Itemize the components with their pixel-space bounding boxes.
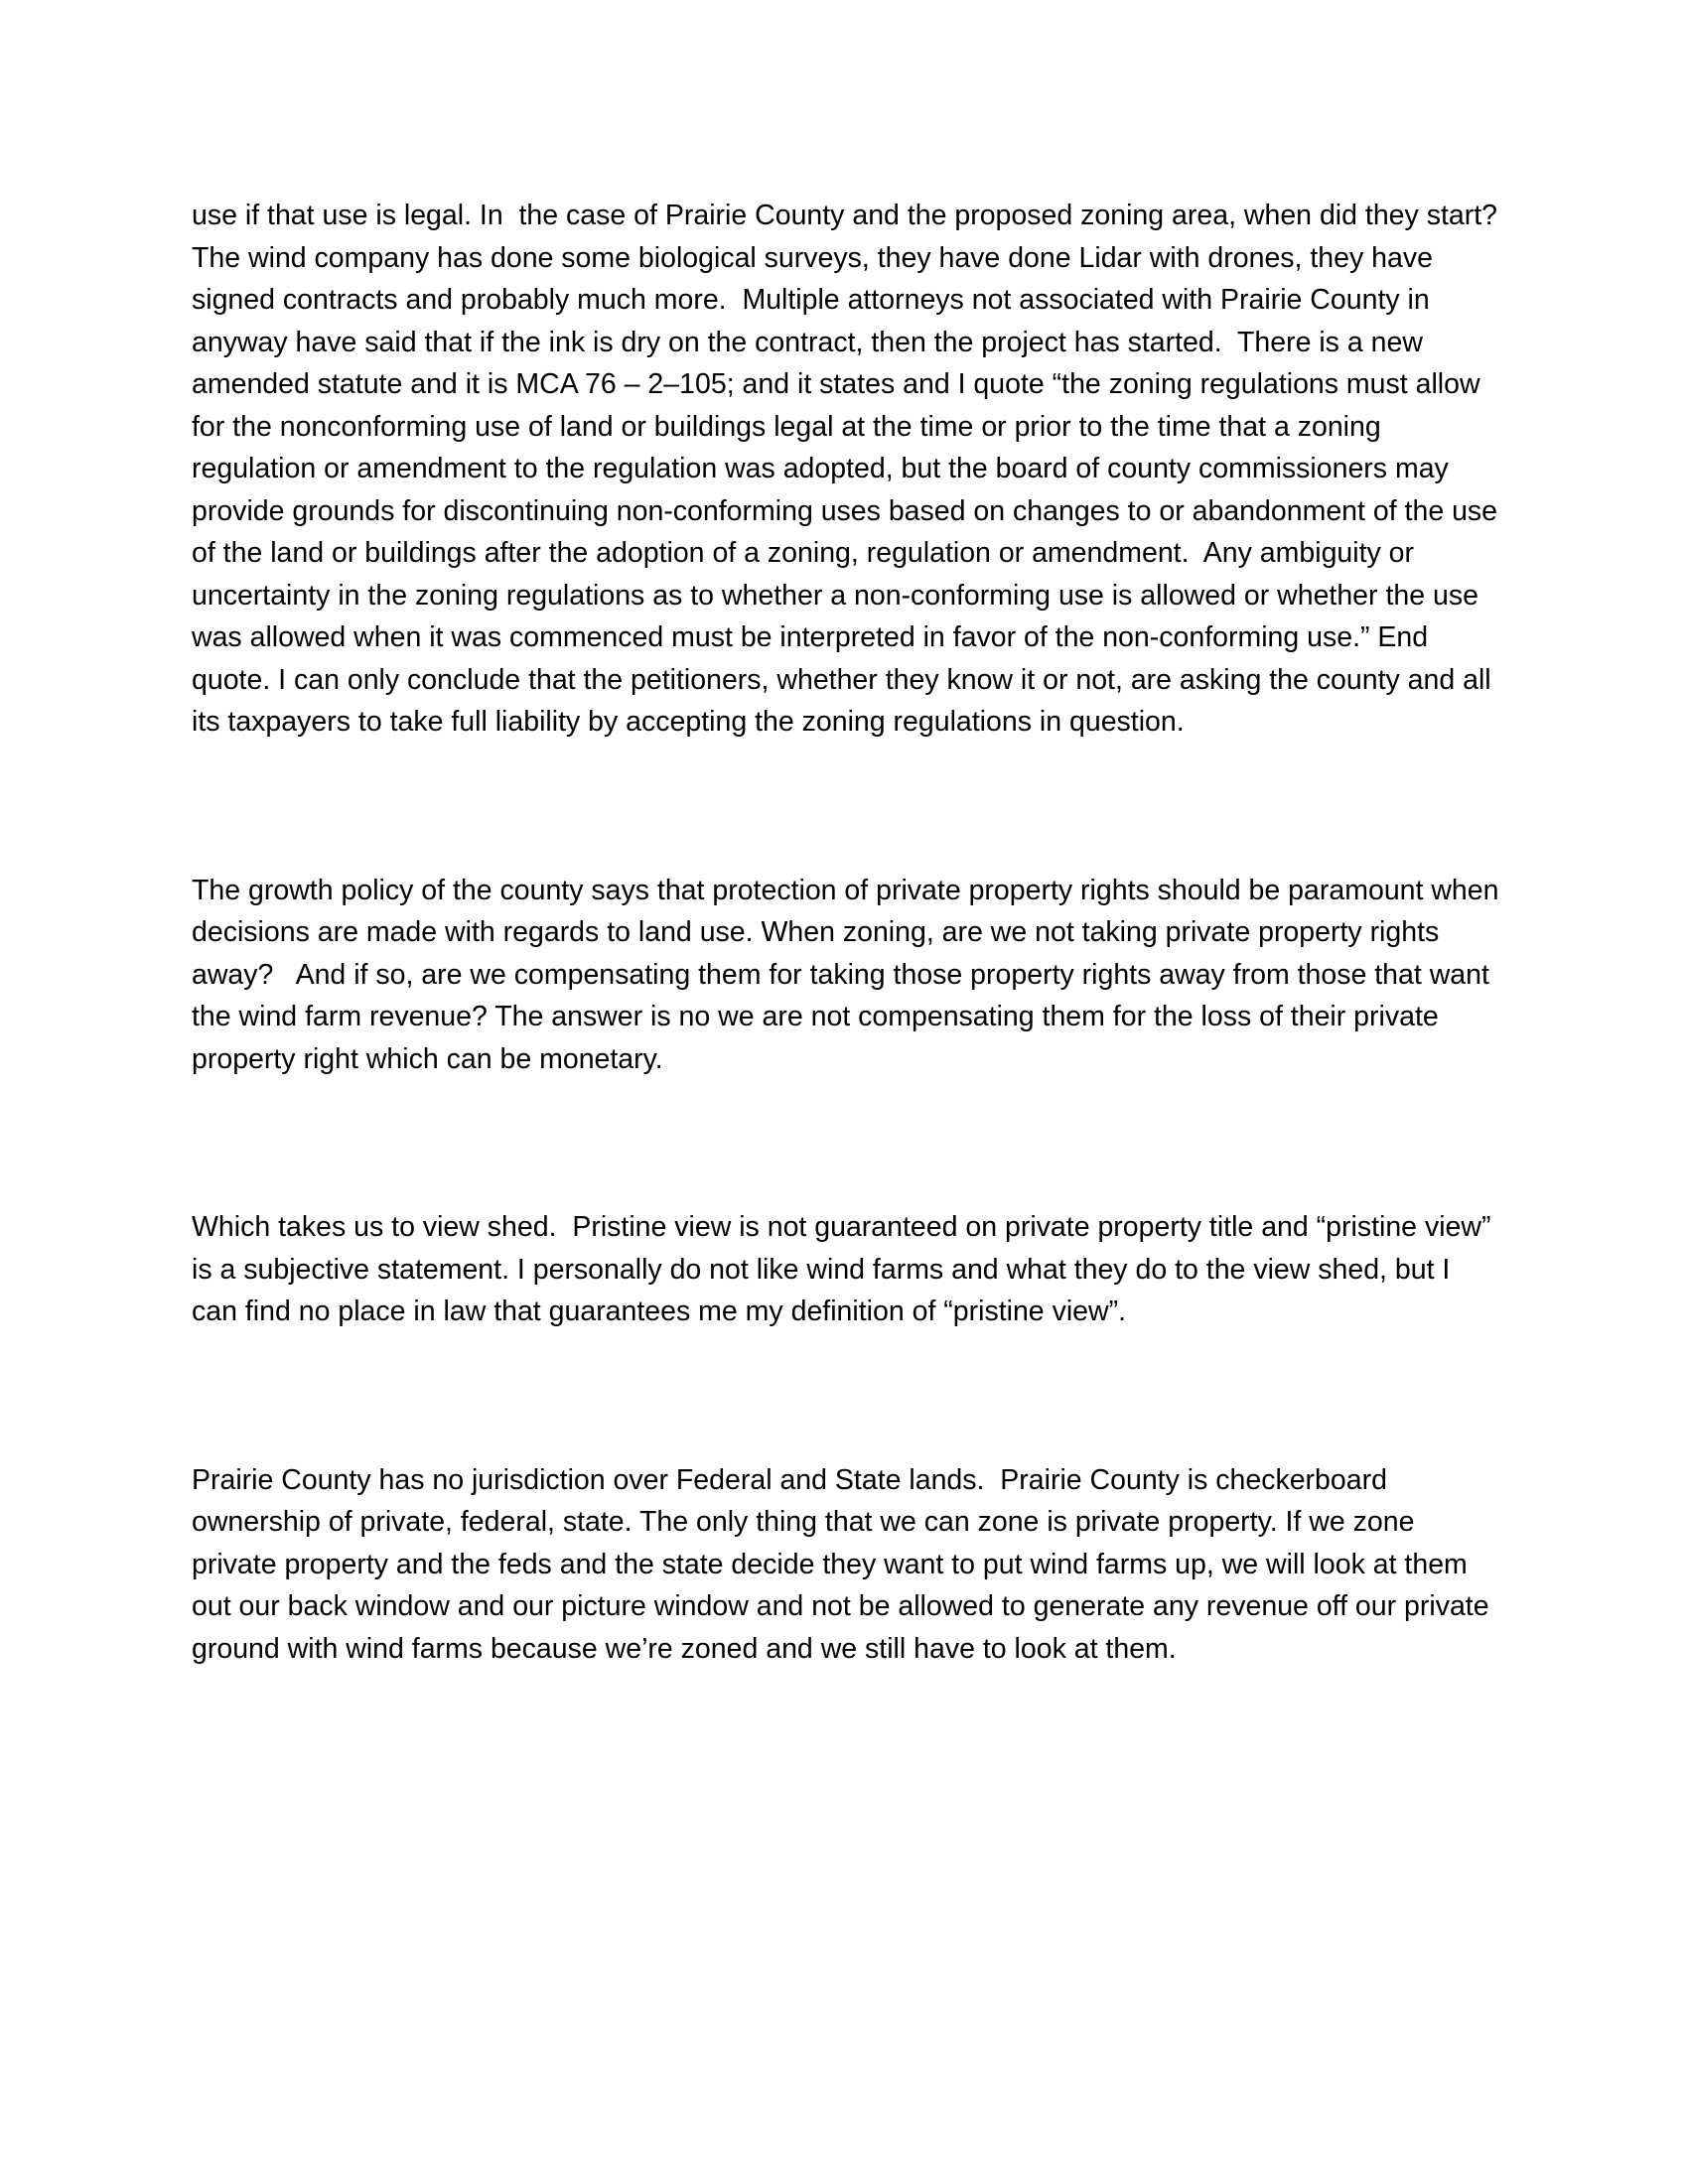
document-text-body xyxy=(192,195,1513,1670)
paragraph-growth-policy: The growth policy of the county says that protection of private property rights should be paramount when decisions are made with regards to land use. When zoning, are we not taking private property rights away? And if so, are we compensating them for taking those property rights away from those that want the wind farm revenue? The answer is no we are not compensating them for the loss of their private property right which can be monetary. xyxy=(192,874,1507,1075)
paragraph-view-shed: Which takes us to view shed. Pristine view is not guaranteed on private property title and “pristine view” is a subjective statement. I personally do not like wind farms and what they do to the view shed, but I can find no place in law that guarantees me my definition of “pristine view”. xyxy=(192,1211,1499,1327)
paragraph-nonconforming-use: use if that use is legal. In the case of Prairie County and the proposed zoning area, when did they start? The wind company has done some biological surveys, they have done Lidar with drones, they have signed contracts and probably much more. Multiple attorneys not associated with Prairie County in anyway have said that if the ink is dry on the contract, then the project has started. There is a new amended statute and it is MCA 76 – 2–105; and it states and I quote “the zoning regulations must allow for the nonconforming use of land or buildings legal at the time or prior to the time that a zoning regulation or amendment to the regulation was adopted, but the board of county commissioners may provide grounds for discontinuing non-conforming uses based on changes to or abandonment of the use of the land or buildings after the adoption of a zoning, regulation or amendment. Any ambiguity or uncertainty in the zoning regulations as to whether a non-conforming use is allowed or whether the use was allowed when it was commenced must be interpreted in favor of the non-conforming use.” End quote. I can only conclude that the petitioners, whether they know it or not, are asking the county and all its taxpayers to take full liability by accepting the zoning regulations in question. xyxy=(192,200,1513,738)
paragraph-jurisdiction: Prairie County has no jurisdiction over Federal and State lands. Prairie County is checkerboard ownership of private, federal, state. The only thing that we can zone is private property. If we zone private property and the feds and the state decide they want to put wind farms up, we will look at them out our back window and our picture window and not be allowed to generate any revenue off our private ground with wind farms because we’re zoned and we still have to look at them. xyxy=(192,1463,1497,1665)
